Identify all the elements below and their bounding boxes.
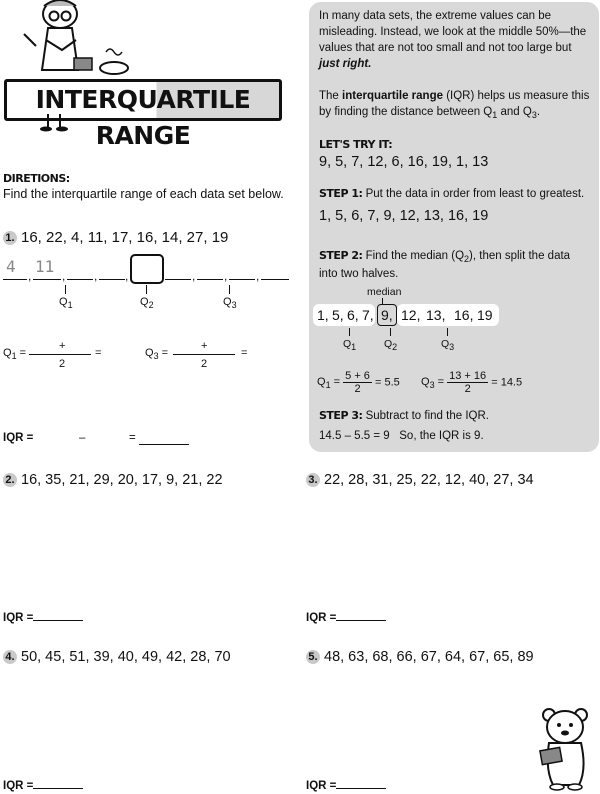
problem-data: 22, 28, 31, 25, 22, 12, 40, 27, 34 [324,472,534,488]
problem-number: 2. [3,473,17,487]
bear-reading-illustration [535,705,597,791]
problem-data: 16, 22, 4, 11, 17, 16, 14, 27, 19 [21,229,229,246]
try-heading: LET'S TRY IT: [319,138,393,151]
q3-worked-example: $Q_3$ = $\frac{13 + 16}{2}$ = 14.5 [421,370,523,395]
answer-blank[interactable] [33,610,83,621]
problem-data: 48, 63, 68, 66, 67, 64, 67, 65, 89 [324,649,534,665]
q3-label: $Q_3$ [223,296,237,310]
q1-formula: $Q_1$ = + 2 = [3,340,102,370]
legs-illustration [36,114,76,132]
iqr-answer-2: IQR = [3,610,83,624]
step1: STEP 1: Put the data in order from least to greatest. [319,187,585,200]
problem-data: 16, 35, 21, 29, 20, 17, 9, 21, 22 [21,472,223,488]
q3-formula: $Q_3$ = + 2 = [145,340,248,370]
q1-worked-example: $Q_1$ = $\frac{5 + 6}{2}$ = 5.5 [317,370,400,395]
problem-number: 3. [306,473,320,487]
iqr-answer-4: IQR = [3,778,83,792]
problem-number: 5. [306,650,320,664]
iqr-answer-3: IQR = [306,610,386,624]
median-box [130,254,164,284]
step3: STEP 3: Subtract to find the IQR. [319,409,489,422]
step3-result: 14.5 – 5.5 = 9 So, the IQR is 9. [319,430,484,442]
problem-number: 4. [3,650,17,664]
filled-value-2: 11 [35,257,55,276]
definition-text: The interquartile range (IQR) helps us measure this by finding the distance between $Q_1$ and $Q_3$. [319,90,590,120]
answer-blank[interactable] [336,778,386,789]
info-panel: In many data sets, the extreme values can be misleading. Instead, we look at the middle 50%—the values that are not too small and not too large but just right. The interquartile range (IQR) helps us measure this by finding the distance between $Q_1$ and $Q_3$. LET'S TRY IT: 9, 5, 7, 12, 6, 16, 19, 1, 13 STEP 1: Put the data in order from least to greatest. 1, 5, 6, 7, 9, 12, 13, 16, 19 STEP 2: Find the median $(Q_2)$, then split the data into two halves. median 1, 5, 6, 7, 9, 12, 13, 16, 19 Q1 Q2 Q3 $Q_1$ = $\frac{5 + 6}{2}$ = 5.5 $Q_3$ = $\frac{13 + 16}{2}$ = 14.5 STEP 3: Subtract to find the IQR. 14.5 – 5.5 = 9 So, the IQR is 9. [309,2,599,452]
sort-blanks: 4 11 , , , , , , , [3,257,293,287]
q1-label: $Q_1$ [59,296,73,310]
answer-blank[interactable] [33,778,83,789]
page-title: INTERQUARTILE RANGE [35,85,251,150]
step2: STEP 2: Find the median $(Q_2)$, then split the data into two halves. [319,249,571,280]
problem-data: 50, 45, 51, 39, 40, 49, 42, 28, 70 [21,649,231,665]
problem-number: 1. [3,231,17,245]
q2-label: $Q_2$ [140,296,154,310]
problem-1 [3,229,228,246]
problem-3 [306,472,534,488]
answer-blank[interactable] [336,610,386,621]
answer-blank[interactable] [139,444,189,445]
directions-text: Find the interquartile range of each data set below. [3,187,284,201]
try-data: 9, 5, 7, 12, 6, 16, 19, 1, 13 [319,154,489,170]
iqr-answer-1: IQR = – = [3,432,203,448]
problem-2 [3,472,223,488]
filled-value-1: 4 [6,257,16,276]
split-data-row: 1, 5, 6, 7, 9, 12, 13, 16, 19 [313,304,499,328]
problem-5 [306,649,534,665]
step1-data: 1, 5, 6, 7, 9, 12, 13, 16, 19 [319,208,489,224]
girl-reading-illustration [18,0,133,78]
directions-heading: DIRETIONS: [3,172,70,185]
iqr-answer-5: IQR = [306,778,386,792]
problem-4 [3,649,231,665]
intro-text: In many data sets, the extreme values can be misleading. Instead, we look at the middle 50%—the values that are not too small and not too large but just right. [319,10,587,70]
median-label: median [367,286,402,298]
